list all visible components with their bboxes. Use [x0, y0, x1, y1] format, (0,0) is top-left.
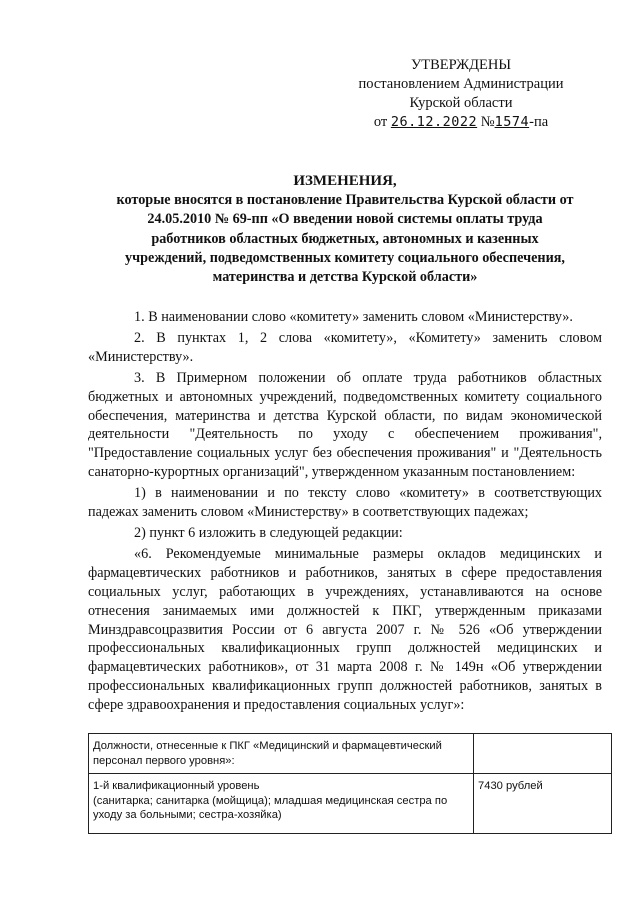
qualification-level: 1-й квалификационный уровень: [93, 780, 260, 792]
table-cell-salary: 7430 рублей: [474, 774, 612, 834]
table-cell-position-group: Должности, отнесенные к ПКГ «Медицинский и фармацевтический персонал первого уровня»:: [89, 734, 474, 774]
heading-line: 24.05.2010 № 69-пп «О введении новой системы оплаты труда: [147, 211, 543, 228]
table-cell-salary: [474, 734, 612, 774]
table-row: [89, 734, 612, 774]
number-suffix: -па: [529, 114, 549, 130]
approval-number: 1574: [494, 114, 530, 130]
heading-line: работников областных бюджетных, автономных и казенных: [151, 230, 539, 247]
heading-line: учреждений, подведомственных комитету социального обеспечения,: [125, 249, 565, 266]
approval-title: УТВЕРЖДЕНЫ: [410, 57, 512, 73]
approval-date-number: [330, 113, 592, 132]
table-cell-position-level: [89, 774, 474, 834]
date-prefix: от: [373, 114, 388, 130]
paragraph: «6. Рекомендуемые минимальные размеры окладов медицинских и фармацевтических работников и работников, занятых в сфере предоставления социальных услуг, работающих в учреждениях, устанавливаются на основе отнесения занимаемых ими должностей к ПКГ, утвержденным приказами Минздравсоцразвития России от 6 августа 2007 г. № 526 «Об утверждении профессиональных квалификационных групп должностей медицинских и фармацевтических работников», от 31 марта 2008 г. № 149н «Об утверждении профессиональных квалификационных групп должностей работников, занятых в сфере здравоохранения и предоставления социальных услуг»:: [88, 545, 602, 714]
salary-table: [88, 733, 612, 834]
document-heading: [88, 172, 602, 287]
approval-stamp: [330, 56, 592, 132]
paragraph: 1. В наименовании слово «комитету» заменить словом «Министерству».: [134, 309, 573, 325]
paragraph: 3. В Примерном положении об оплате труда работников областных бюджетных и автономных учреждений, подведомственных комитету социального обеспечения, материнства и детства Курской области, по видам экономической деятельности "Деятельность по уходу с обеспечением проживания", "Предоставление социальных услуг без обеспечения проживания" и "Деятельность санаторно-курортных организаций", утвержденном указанным постановлением:: [88, 369, 602, 481]
heading-line: материнства и детства Курской области»: [212, 269, 478, 286]
document-body: [88, 308, 602, 715]
heading-line: которые вносятся в постановление Правительства Курской области от: [116, 192, 574, 209]
approval-region: Курской области: [409, 95, 513, 111]
table-row: [89, 774, 612, 834]
paragraph: 1) в наименовании и по тексту слово «комитету» в соответствующих падежах заменить словом «Министерству» в соответствующих падежах;: [88, 485, 602, 521]
paragraph: 2. В пунктах 1, 2 слова «комитету», «Комитету» заменить словом «Министерству».: [88, 329, 602, 365]
position-list: (санитарка; санитарка (мойщица); младшая медицинская сестра по уходу за больными; сестра-хозяйка): [93, 794, 448, 821]
paragraph: 2) пункт 6 изложить в следующей редакции:: [134, 524, 403, 541]
approval-authority: постановлением Администрации: [358, 76, 564, 92]
document-title: ИЗМЕНЕНИЯ,: [293, 173, 397, 189]
number-prefix: №: [480, 114, 495, 130]
approval-date: 26.12.2022: [390, 114, 478, 130]
